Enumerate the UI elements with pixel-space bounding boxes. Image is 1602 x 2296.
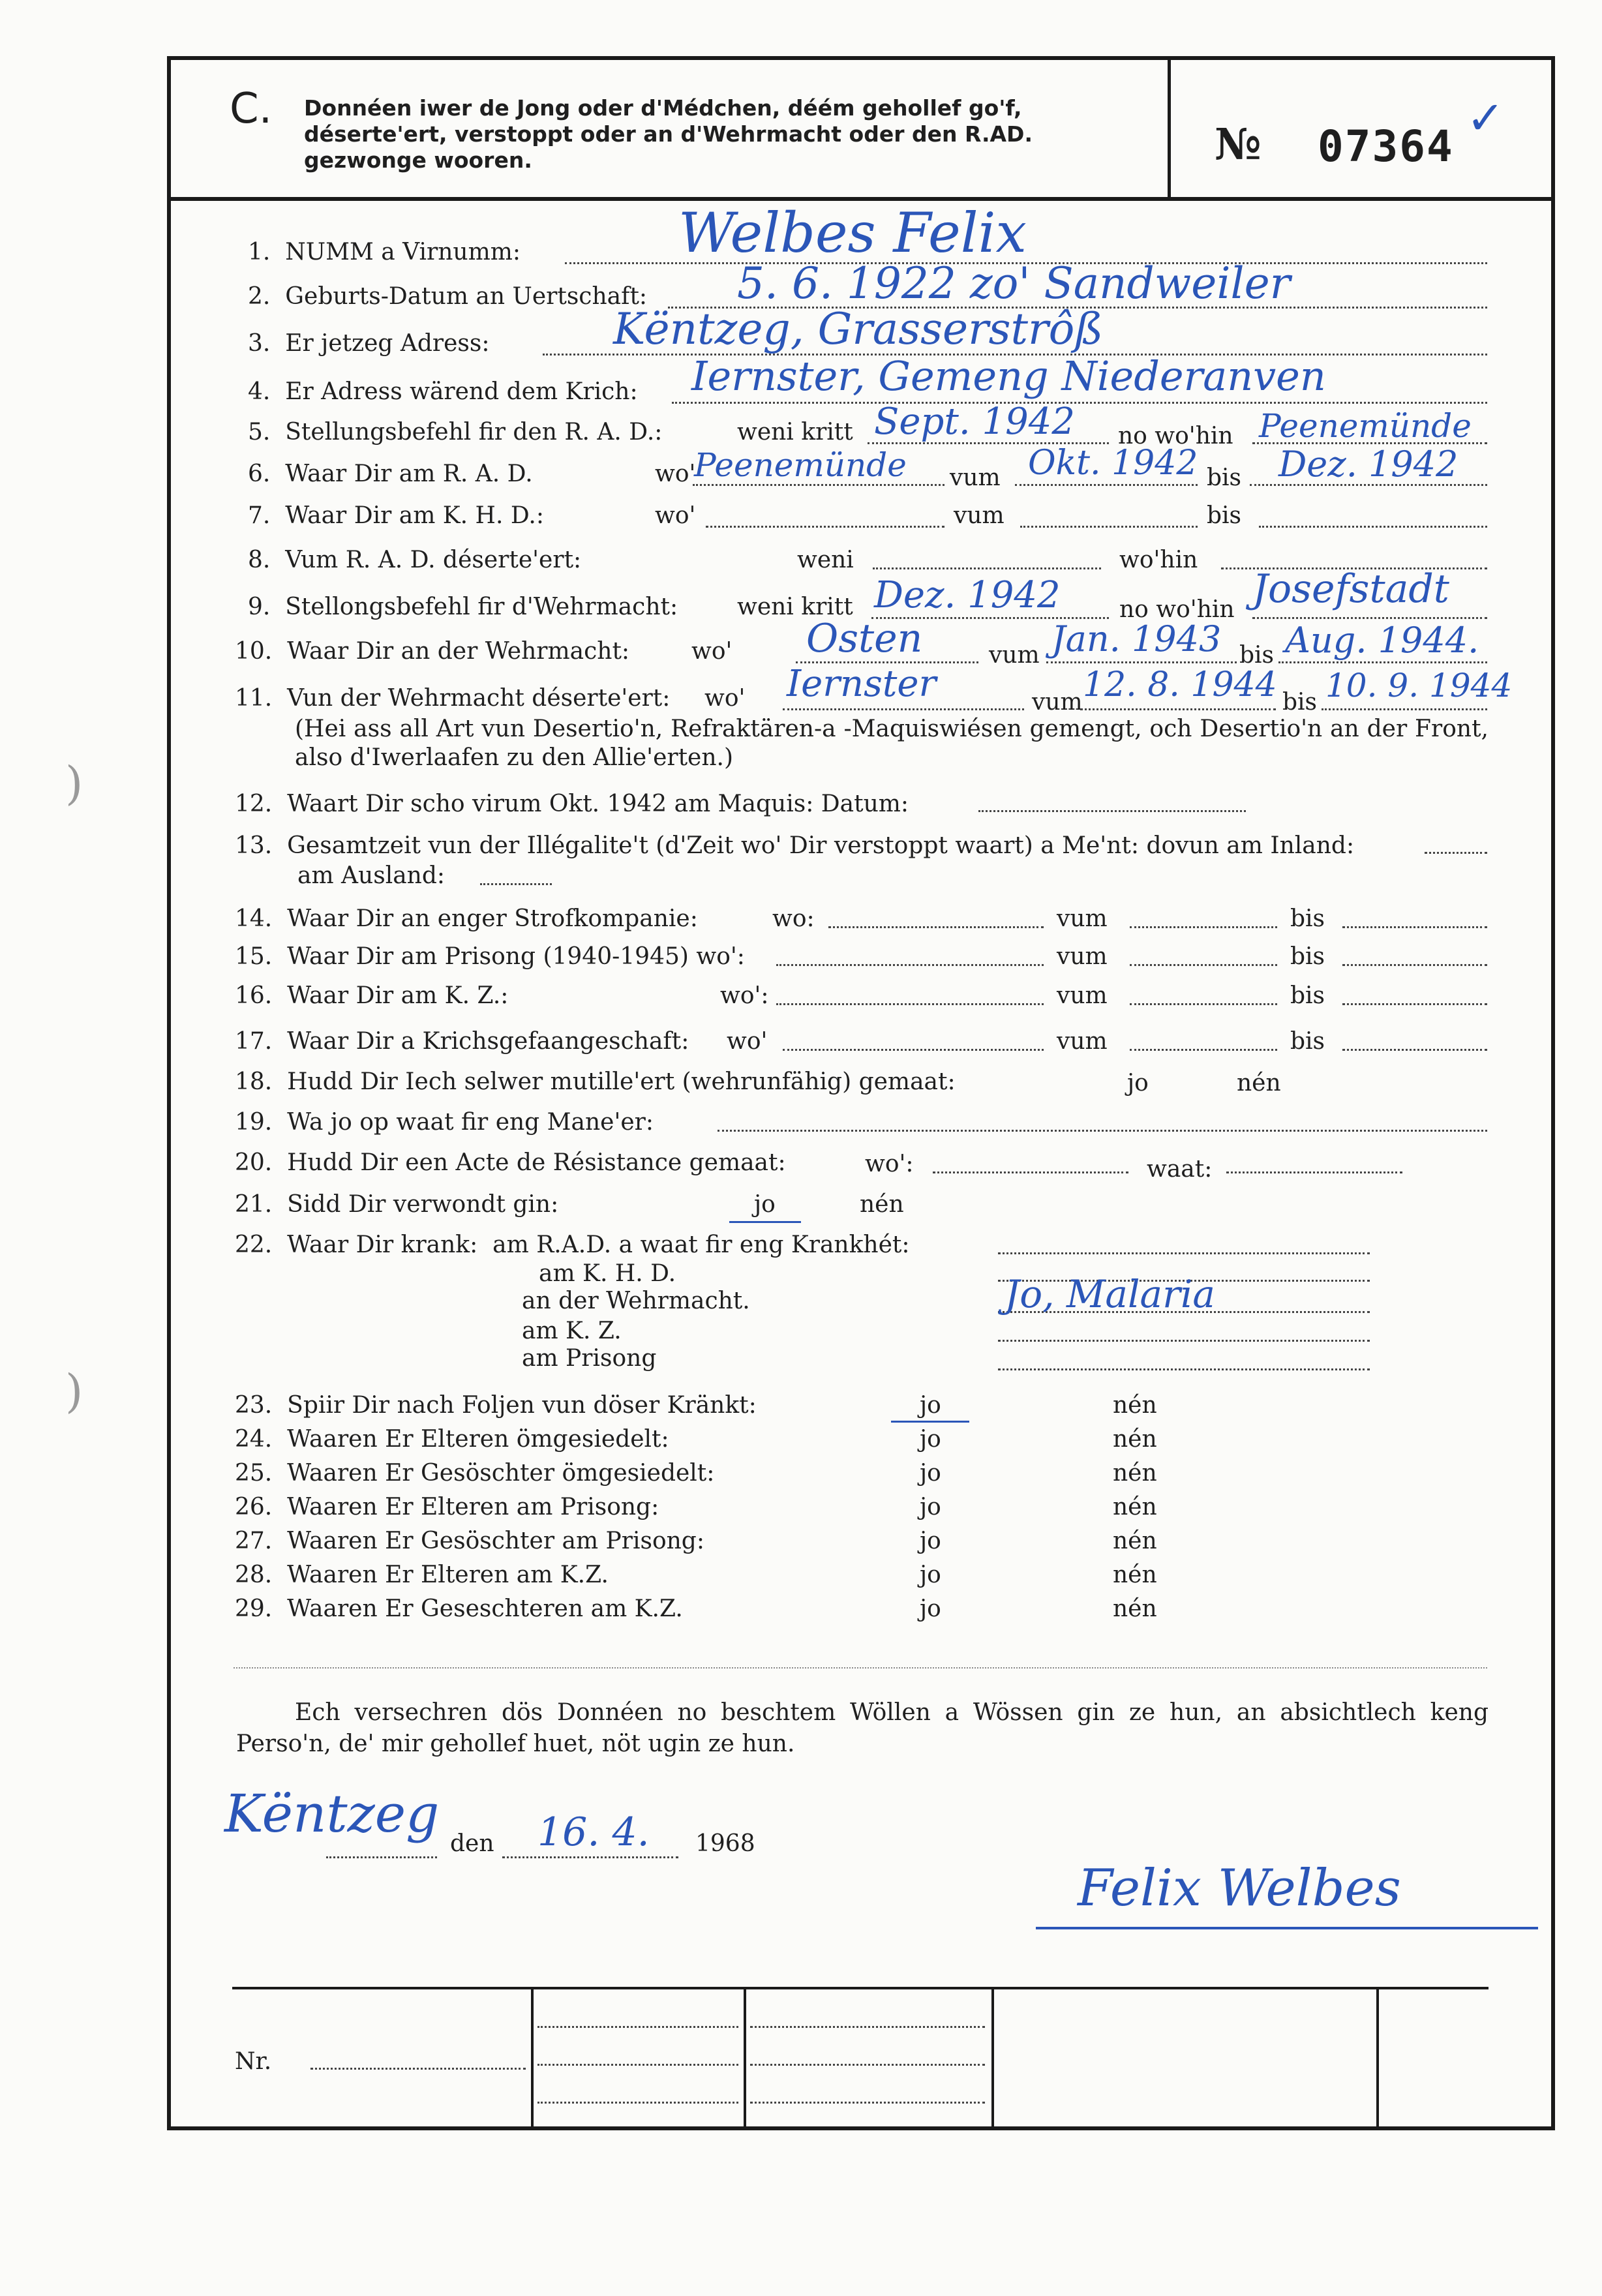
row-number: 27. [235, 1528, 273, 1554]
row-label: Waar Dir am R. A. D. [285, 461, 533, 487]
footer-line-5 [750, 2064, 985, 2066]
footer-line-2 [537, 2064, 738, 2066]
rad-illness-label: am R.A.D. a waat fir eng Krankhét: [492, 1231, 910, 1258]
kz-to-line [1342, 1003, 1487, 1005]
penal-to-label: bis [1290, 905, 1325, 932]
row-label: Waar Dir a Krichsgefaangeschaft: [287, 1028, 689, 1055]
wounded-no[interactable]: nén [860, 1191, 904, 1218]
row-14 [235, 905, 698, 932]
siblings-prison-no[interactable]: nén [1113, 1528, 1157, 1554]
illness-kz-label: am K. Z. [522, 1318, 622, 1344]
illness-prison-label: am Prisong [522, 1345, 657, 1372]
illness-wehrmacht-label: an der Wehrmacht. [522, 1288, 750, 1314]
resistance-what-label: waat: [1147, 1156, 1213, 1183]
wehrmacht-where-label: wo' [691, 638, 733, 665]
footer-col-1 [531, 1987, 534, 2126]
rad-where-value[interactable]: Peenemünde [694, 446, 907, 484]
row-number: 17. [235, 1028, 273, 1055]
maquis-date-line [978, 810, 1246, 812]
punch-hole-mark-top: ) [65, 757, 83, 810]
abroad-label: am Ausland: [297, 862, 446, 889]
row-26 [235, 1494, 659, 1520]
rad-to-label: bis [1207, 464, 1242, 491]
row-label: Waaren Er Elteren am K.Z. [287, 1562, 609, 1588]
row-27 [235, 1528, 704, 1554]
year-label: 1968 [695, 1830, 755, 1857]
rad-order-where-label: no wo'hin [1118, 423, 1233, 449]
row-18 [235, 1068, 956, 1095]
footer-line-4 [750, 2026, 985, 2028]
kz-from-line [1130, 1003, 1277, 1005]
row-number: 19. [235, 1109, 273, 1136]
resistance-where-line [933, 1171, 1128, 1173]
kz-to-label: bis [1290, 982, 1325, 1009]
aftereffects-no[interactable]: nén [1113, 1392, 1157, 1419]
row-number: 23. [235, 1392, 273, 1419]
penal-where-line [828, 926, 1044, 928]
row-number: 1. [248, 239, 271, 265]
nr-line [310, 2068, 526, 2070]
rad-desert-when-line [873, 567, 1101, 569]
row-number: 20. [235, 1149, 273, 1176]
footer-col-4 [1376, 1987, 1379, 2126]
row-21 [235, 1191, 558, 1218]
pow-where-line [783, 1049, 1044, 1051]
row-number: 5. [248, 419, 271, 446]
wehrmacht-where-value[interactable]: Osten [806, 616, 923, 661]
row-label: Spiir Dir nach Foljen vun döser Kränkt: [287, 1392, 757, 1419]
address-value[interactable]: Këntzeg, Grasserstrôß [613, 304, 1104, 354]
war-address-field-line [672, 402, 1487, 404]
rad-to-value[interactable]: Dez. 1942 [1278, 444, 1458, 485]
wehrmacht-from-value[interactable]: Jan. 1943 [1051, 618, 1222, 659]
pow-to-label: bis [1290, 1028, 1325, 1055]
aftereffects-yes[interactable]: jo [920, 1392, 941, 1419]
row-23 [235, 1392, 757, 1419]
prison-to-line [1342, 964, 1487, 966]
kz-from-label: vum [1057, 982, 1108, 1009]
aftereffects-yes-underline [891, 1421, 969, 1423]
siblings-resettled-no[interactable]: nén [1113, 1460, 1157, 1487]
signature[interactable]: Felix Welbes [1078, 1859, 1401, 1918]
row-number: 24. [235, 1426, 273, 1453]
row-11 [235, 685, 670, 712]
parents-prison-yes[interactable]: jo [920, 1494, 941, 1520]
row-number: 25. [235, 1460, 273, 1487]
row-label: Waaren Er Geseschteren am K.Z. [287, 1595, 683, 1622]
footer-line-3 [537, 2102, 738, 2104]
row-label: Hudd Dir een Acte de Résistance gemaat: [287, 1149, 786, 1176]
row-7 [248, 502, 544, 529]
signature-flourish [1036, 1927, 1538, 1929]
pow-where-label: wo' [727, 1028, 768, 1055]
wehrmacht-order-where-value[interactable]: Josefstadt [1252, 566, 1449, 612]
wehrmacht-to-line [1278, 661, 1487, 663]
prison-from-label: vum [1057, 943, 1108, 970]
number-symbol: № [1215, 119, 1263, 170]
penal-from-line [1130, 926, 1277, 928]
rad-desert-when-label: weni [797, 547, 854, 573]
khd-where-line [706, 526, 945, 528]
rad-from-label: vum [950, 464, 1001, 491]
wehrmacht-from-label: vum [989, 642, 1040, 669]
khd-from-line [1020, 526, 1198, 528]
row-label: Waaren Er Elteren ömgesiedelt: [287, 1426, 669, 1453]
row-label: Stellungsbefehl fir den R. A. D.: [285, 419, 663, 446]
row-number: 12. [235, 791, 273, 817]
row-label: Sidd Dir verwondt gin: [287, 1191, 559, 1218]
footer-line-1 [537, 2026, 738, 2028]
row-9 [248, 594, 678, 620]
row-label: Vum R. A. D. déserte'ert: [285, 547, 582, 573]
row-label: Gesamtzeit vun der Illégalite't (d'Zeit wo' Dir verstoppt waart) a Me'nt: [287, 832, 1139, 859]
row-13 [235, 832, 1354, 859]
declaration-text: Ech versechren dös Donnéen no beschtem Wöllen a Wössen gin ze hun, an absichtlech keng Perso'n, de' mir gehollef huet, nöt ugin ze hun. [236, 1699, 1489, 1757]
row-25 [235, 1460, 714, 1487]
rad-from-line [1015, 484, 1198, 486]
row-5 [248, 419, 662, 446]
row-label: Geburts-Datum an Uertschaft: [285, 283, 648, 310]
row-28 [235, 1562, 609, 1588]
row-4 [248, 378, 638, 405]
row-19 [235, 1109, 654, 1136]
row-label: Waar Dir am K. H. D.: [285, 502, 544, 529]
number-box-divider [1168, 56, 1171, 197]
place-line [326, 1856, 437, 1858]
khd-to-label: bis [1207, 502, 1242, 529]
rad-where-label: wo' [655, 461, 696, 487]
row-20 [235, 1149, 786, 1176]
place-value[interactable]: Këntzeg [224, 1783, 440, 1844]
row-number: 28. [235, 1562, 273, 1588]
row-3 [248, 330, 490, 357]
wehrmacht-order-when-label: weni kritt [737, 594, 853, 620]
pow-from-label: vum [1057, 1028, 1108, 1055]
desert-where-value[interactable]: Iernster [787, 663, 937, 705]
wehrmacht-to-label: bis [1239, 642, 1275, 669]
row-label: Er Adress wärend dem Krich: [285, 378, 638, 405]
abroad-line [480, 883, 552, 885]
illness-value[interactable]: Jo, Malaria [1005, 1272, 1215, 1316]
row-number: 2. [248, 283, 271, 310]
birth-value[interactable]: 5. 6. 1922 zo' Sandweiler [737, 258, 1291, 309]
parents-resettled-yes[interactable]: jo [920, 1426, 941, 1453]
siblings-kz-yes[interactable]: jo [920, 1595, 941, 1622]
row-label: Waar Dir krank: [287, 1231, 478, 1258]
wehrmacht-order-when-value[interactable]: Dez. 1942 [874, 574, 1061, 616]
row-label: Waar Dir an enger Strofkompanie: [287, 905, 698, 932]
rad-from-value[interactable]: Okt. 1942 [1028, 444, 1198, 483]
row-number: 29. [235, 1595, 273, 1622]
row-number: 13. [235, 832, 273, 859]
wehrmacht-to-value[interactable]: Aug. 1944. [1285, 620, 1479, 661]
row-number: 16. [235, 982, 273, 1009]
rad-order-when-label: weni kritt [737, 419, 853, 446]
rad-illness-line [998, 1252, 1370, 1254]
row-label: Vun der Wehrmacht déserte'ert: [287, 685, 671, 712]
illness-khd-label: am K. H. D. [539, 1260, 676, 1287]
illness-kz-line [998, 1340, 1370, 1342]
row-15 [235, 943, 745, 970]
form-header-title: Donnéen iwer de Jong oder d'Médchen, déém gehollef go'f, déserte'ert, verstoppt oder an d'Wehrmacht oder den R.AD. gezwonge wooren. [304, 95, 1033, 173]
siblings-resettled-yes[interactable]: jo [920, 1460, 941, 1487]
penal-from-label: vum [1057, 905, 1108, 932]
resistance-what-line [1226, 1171, 1402, 1173]
row-number: 11. [235, 685, 273, 712]
row-label: Hudd Dir Iech selwer mutille'ert (wehrunfähig) gemaat: [287, 1068, 956, 1095]
mutilation-yes[interactable]: jo [1127, 1070, 1149, 1096]
rad-where-line [693, 484, 945, 486]
row-number: 4. [248, 378, 271, 405]
row-29 [235, 1595, 683, 1622]
row-22 [235, 1231, 910, 1258]
pow-from-line [1130, 1049, 1277, 1051]
manner-line [718, 1130, 1487, 1132]
prison-where-label: wo': [696, 943, 745, 970]
section-letter: C. [230, 85, 273, 133]
wounded-yes[interactable]: jo [754, 1191, 776, 1218]
footer-col-3 [991, 1987, 994, 2126]
row-17 [235, 1028, 689, 1055]
row-24 [235, 1426, 669, 1453]
row-8 [248, 547, 581, 573]
wounded-yes-underline [729, 1221, 801, 1223]
desert-from-value[interactable]: 12. 8. 1944 [1083, 665, 1277, 704]
row-number: 3. [248, 330, 271, 357]
war-address-value[interactable]: Iernster, Gemeng Niederanven [691, 352, 1326, 400]
row-label: Stellongsbefehl fir d'Wehrmacht: [285, 594, 678, 620]
row-1 [248, 239, 521, 265]
kz-where-label: wo': [720, 982, 769, 1009]
maquis-date-label: Datum: [821, 791, 909, 817]
parents-prison-no[interactable]: nén [1113, 1494, 1157, 1520]
row-number: 6. [248, 461, 271, 487]
row-number: 22. [235, 1231, 273, 1258]
mutilation-no[interactable]: nén [1237, 1070, 1281, 1096]
row-label: Wa jo op waat fir eng Mane'er: [287, 1109, 654, 1136]
penal-where-label: wo: [772, 905, 815, 932]
wehrmacht-order-where-line [1252, 617, 1487, 619]
siblings-kz-no[interactable]: nén [1113, 1595, 1157, 1622]
den-label: den [450, 1830, 494, 1857]
desert-from-line [1080, 708, 1276, 710]
name-value[interactable]: Welbes Felix [678, 201, 1027, 265]
inland-label: dovun am Inland: [1146, 832, 1355, 859]
siblings-prison-yes[interactable]: jo [920, 1528, 941, 1554]
parents-kz-yes[interactable]: jo [920, 1562, 941, 1588]
row-label: Waaren Er Elteren am Prisong: [287, 1494, 659, 1520]
form-number: 07364 [1318, 121, 1454, 172]
wehrmacht-order-where-label: no wo'hin [1119, 596, 1235, 623]
row-12 [235, 791, 909, 817]
rad-order-when-value[interactable]: Sept. 1942 [874, 400, 1075, 443]
row-label: Waar Dir an der Wehrmacht: [287, 638, 630, 665]
parents-resettled-no[interactable]: nén [1113, 1426, 1157, 1453]
resistance-where-label: wo': [865, 1151, 914, 1177]
row-label: Waart Dir scho virum Okt. 1942 am Maquis: [287, 791, 814, 817]
pow-to-line [1342, 1049, 1487, 1051]
row-label: Waar Dir am K. Z.: [287, 982, 509, 1009]
row-number: 7. [248, 502, 271, 529]
row-number: 18. [235, 1068, 273, 1095]
desert-where-line [783, 708, 1024, 710]
row-number: 10. [235, 638, 273, 665]
row-label: Er jetzeg Adress: [285, 330, 490, 357]
row-label: Waaren Er Gesöschter am Prisong: [287, 1528, 704, 1554]
date-value[interactable]: 16. 4. [537, 1809, 650, 1855]
inland-line [1425, 852, 1487, 854]
row-number: 14. [235, 905, 273, 932]
row-number: 26. [235, 1494, 273, 1520]
punch-hole-mark-bottom: ) [65, 1365, 83, 1418]
prison-where-line [776, 964, 1044, 966]
check-mark: ✓ [1466, 91, 1505, 145]
desert-to-line [1322, 708, 1487, 710]
desert-to-value[interactable]: 10. 9. 1944 [1325, 667, 1513, 704]
row-label: NUMM a Virnumm: [285, 239, 521, 265]
row-16 [235, 982, 508, 1009]
kz-where-line [776, 1003, 1044, 1005]
prison-to-label: bis [1290, 943, 1325, 970]
date-line [502, 1856, 678, 1858]
khd-where-label: wo' [655, 502, 696, 529]
footer-line-6 [750, 2102, 985, 2104]
section-divider [234, 1667, 1487, 1669]
footer-col-2 [744, 1987, 746, 2126]
row-10 [235, 638, 629, 665]
illness-prison-line [998, 1368, 1370, 1370]
row-number: 9. [248, 594, 271, 620]
nr-label: Nr. [235, 2048, 272, 2075]
rad-order-where-value[interactable]: Peenemünde [1259, 407, 1472, 445]
khd-to-line [1259, 526, 1487, 528]
desert-from-label: vum [1032, 689, 1083, 716]
rad-desert-where-label: wo'hin [1119, 547, 1198, 573]
prison-from-line [1130, 964, 1277, 966]
desert-where-label: wo' [704, 685, 746, 712]
parents-kz-no[interactable]: nén [1113, 1562, 1157, 1588]
row-label: Waaren Er Gesöschter ömgesiedelt: [287, 1460, 715, 1487]
desertion-note: (Hei ass all Art vun Desertio'n, Refraktären-a -Maquiswiésen gemengt, och Desertio'n an der Front, also d'Iwerlaafen zu den Allie'erten.) [295, 716, 1489, 771]
row-number: 15. [235, 943, 273, 970]
row-number: 21. [235, 1191, 273, 1218]
row-2 [248, 283, 647, 310]
penal-to-line [1342, 926, 1487, 928]
desert-to-label: bis [1282, 689, 1318, 716]
wehrmacht-from-line [1046, 661, 1237, 663]
row-number: 8. [248, 547, 271, 573]
row-6 [248, 461, 533, 487]
footer-table-top [232, 1987, 1489, 1989]
row-label: Waar Dir am Prisong (1940-1945) [287, 943, 689, 970]
khd-from-label: vum [954, 502, 1005, 529]
